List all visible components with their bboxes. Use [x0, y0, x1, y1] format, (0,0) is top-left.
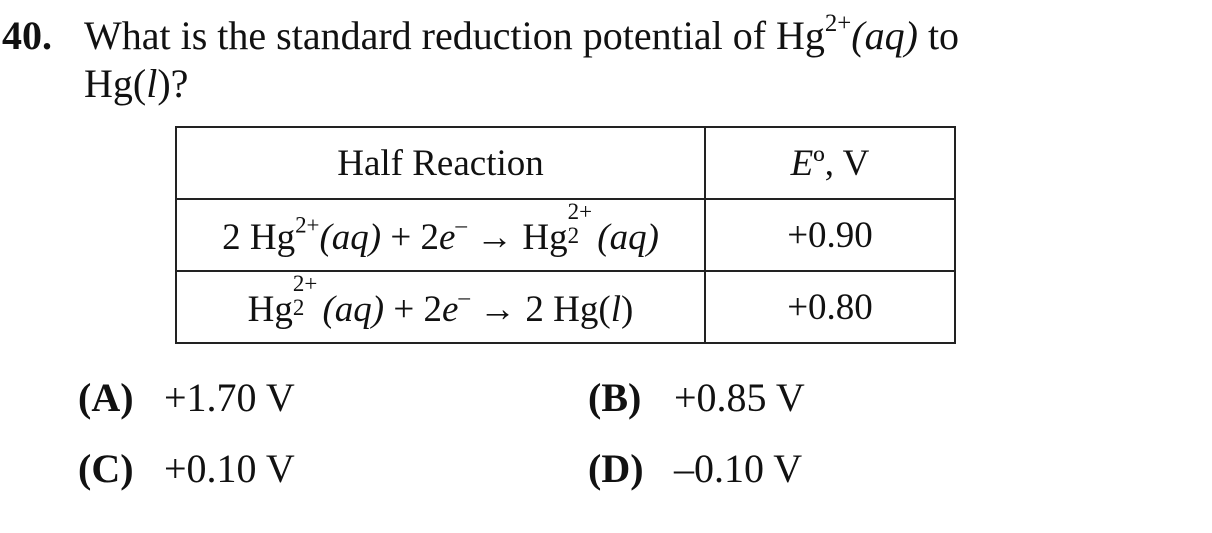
ion-charge: 2+ — [824, 10, 852, 38]
electron-charge: – — [455, 211, 467, 237]
question-text-part2: to — [917, 13, 960, 58]
electron-coefficient: + 2 — [384, 288, 443, 330]
question-line2-species: Hg( — [84, 61, 147, 106]
reactant-sub-sup — [292, 270, 323, 321]
choice-letter: (C) — [78, 446, 134, 491]
potential-degree: º — [813, 142, 825, 184]
header-half-reaction: Half Reaction — [176, 127, 705, 199]
header-potential — [705, 127, 955, 199]
choice-d[interactable] — [588, 445, 802, 492]
aq-state: (aq) — [851, 13, 918, 58]
reactant-state: (aq) — [322, 288, 385, 330]
choice-c[interactable] — [78, 445, 295, 492]
question-line2-end: )? — [157, 61, 189, 106]
choice-value: +0.85 V — [674, 375, 805, 420]
potential-cell: +0.80 — [705, 271, 955, 343]
product-species: Hg — [522, 216, 568, 258]
product-state: l — [610, 288, 621, 330]
question-number: 40. — [2, 13, 52, 58]
reactant-state: (aq) — [319, 216, 382, 258]
reactant-charge: 2+ — [295, 211, 320, 237]
potential-symbol: E — [790, 142, 814, 184]
table-row — [176, 199, 955, 271]
choice-letter: (D) — [588, 446, 644, 491]
product-sub-sup — [567, 198, 598, 249]
choice-value: +1.70 V — [164, 375, 295, 420]
product-charge: 2+ — [567, 198, 593, 224]
choice-value: +0.10 V — [164, 446, 295, 491]
half-reaction-table — [175, 126, 956, 344]
reactant-species: Hg — [247, 288, 293, 330]
choice-a[interactable] — [78, 374, 295, 421]
reactant-subscript: 2 — [292, 294, 305, 320]
electron-charge: – — [458, 283, 470, 309]
reaction-cell — [176, 199, 705, 271]
product-state: (aq) — [597, 216, 659, 258]
reaction-cell — [176, 271, 705, 343]
product-end: ) — [621, 288, 634, 330]
choice-value: –0.10 V — [674, 446, 803, 491]
choice-b[interactable] — [588, 374, 805, 421]
question-text — [84, 12, 1094, 108]
question-line2-state: l — [146, 61, 158, 106]
electron-symbol: e — [439, 216, 456, 258]
choice-letter: (A) — [78, 375, 134, 420]
electron-symbol: e — [442, 288, 459, 330]
reaction-arrow: → — [466, 216, 523, 258]
potential-unit: , V — [824, 142, 870, 184]
question-text-part1: What is the standard reduction potential of Hg — [84, 13, 825, 58]
reactant-species: 2 Hg — [222, 216, 296, 258]
reactant-charge: 2+ — [292, 270, 318, 296]
product-subscript: 2 — [567, 222, 580, 248]
table-row — [176, 271, 955, 343]
reaction-arrow: → — [469, 288, 526, 330]
table-header-row — [176, 127, 955, 199]
product-species: 2 Hg( — [525, 288, 611, 330]
potential-cell: +0.90 — [705, 199, 955, 271]
electron-coefficient: + 2 — [381, 216, 440, 258]
choice-letter: (B) — [588, 375, 642, 420]
